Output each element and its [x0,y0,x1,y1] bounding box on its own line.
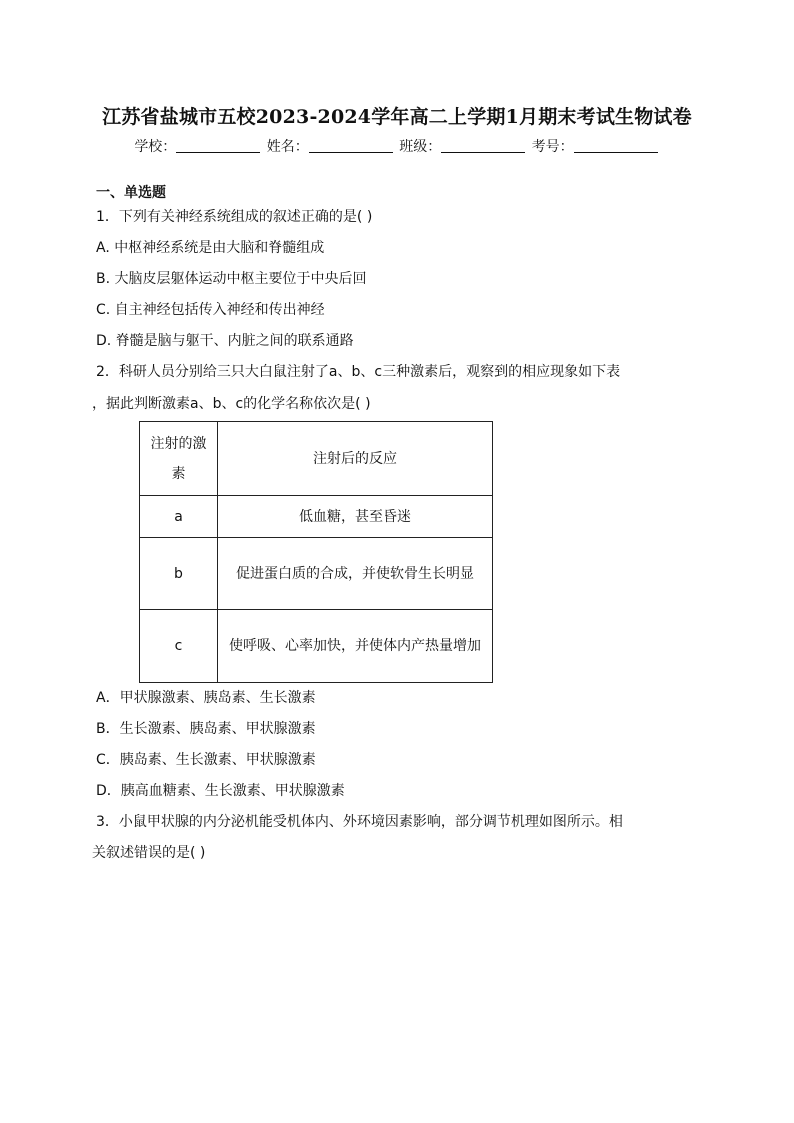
q2-stem-line2: ，据此判断激素a、b、c的化学名称依次是( ) [92,396,371,412]
exam-title: 江苏省盐城市五校2023-2024学年高二上学期1月期末考试生物试卷 [102,106,692,128]
q1-option-d: D. 脊髓是脑与躯干、内脏之间的联系通路 [96,333,354,349]
table-cell-reaction: 低血糖，甚至昏迷 [218,496,493,538]
school-label: 学校： [134,139,177,155]
q1-option-b: B. 大脑皮层躯体运动中枢主要位于中央后回 [96,271,367,287]
q1-stem: 1．下列有关神经系统组成的叙述正确的是( ) [96,209,373,225]
table-cell-reaction: 促进蛋白质的合成，并使软骨生长明显 [218,538,493,610]
table-row [140,610,493,683]
hormone-table [139,421,493,683]
q3-stem-line2: 关叙述错误的是( ) [92,845,206,861]
name-label: 姓名： [266,139,309,155]
q2-option-b: B．生长激素、胰岛素、甲状腺激素 [96,721,316,737]
exam-number-label: 考号： [531,139,574,155]
table-header-hormone: 注射的激素 [140,422,218,496]
table-row [140,538,493,610]
q2-stem-line1: 2．科研人员分别给三只大白鼠注射了a、b、c三种激素后，观察到的相应现象如下表 [96,364,621,380]
table-header-row [140,422,493,496]
name-blank [309,139,393,153]
table-cell-hormone: b [140,538,218,610]
q2-option-c: C．胰岛素、生长激素、甲状腺激素 [96,752,316,768]
section-title: 一、单选题 [96,185,166,201]
q1-option-c: C. 自主神经包括传入神经和传出神经 [96,302,325,318]
q2-option-a: A．甲状腺激素、胰岛素、生长激素 [96,690,316,706]
q3-stem-line1: 3．小鼠甲状腺的内分泌机能受机体内、外环境因素影响，部分调节机理如图所示。相 [96,814,623,830]
table-cell-hormone: c [140,610,218,683]
q1-option-a: A. 中枢神经系统是由大脑和脊髓组成 [96,240,325,256]
student-info-row [0,136,794,156]
q2-option-d: D．胰高血糖素、生长激素、甲状腺激素 [96,783,345,799]
table-header-reaction: 注射后的反应 [218,422,493,496]
school-blank [176,139,260,153]
table-cell-reaction: 使呼吸、心率加快，并使体内产热量增加 [218,610,493,683]
table-row [140,496,493,538]
table-cell-hormone: a [140,496,218,538]
class-label: 班级： [399,139,442,155]
exam-number-blank [574,139,658,153]
class-blank [441,139,525,153]
